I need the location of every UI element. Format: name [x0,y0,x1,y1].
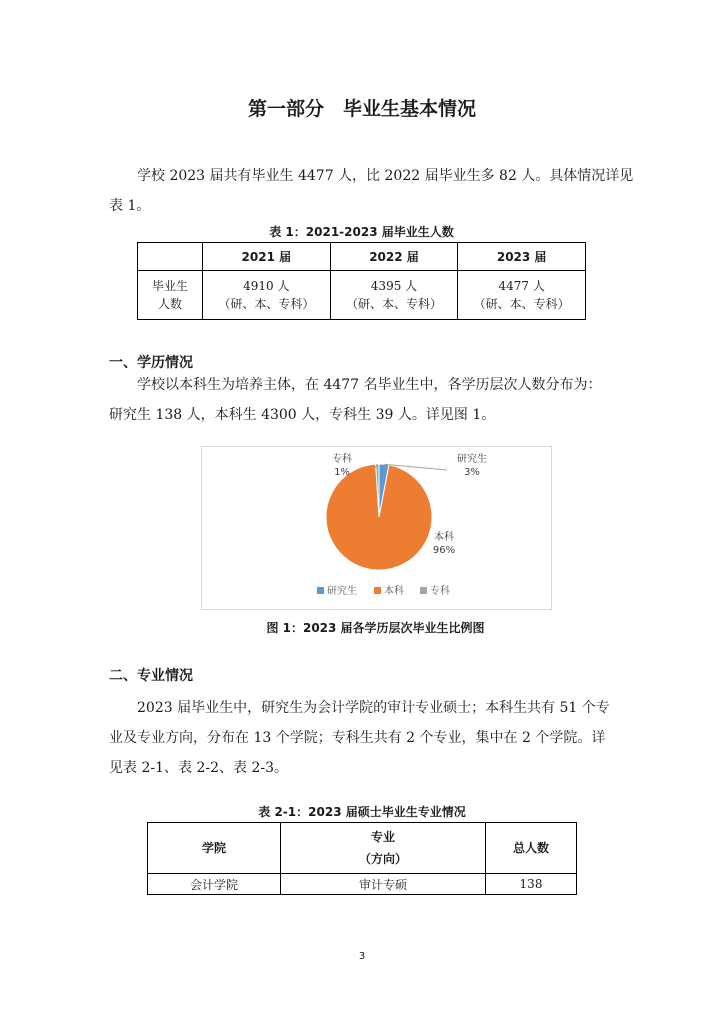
cell-count: 4910 人 [243,279,290,293]
table-row [138,271,586,320]
table-header-2023: 2023 届 [458,243,586,271]
legend-label-2: 专科 [430,586,450,597]
row-label-line-1: 毕业生 [151,279,188,293]
table1-caption: 表 1：2021-2023 届毕业生人数 [269,225,454,239]
section2-line-1: 2023 届毕业生中，研究生为会计学院的审计专业硕士；本科生共有 51 个专 [137,700,610,716]
intro-paragraph [109,161,634,221]
table2-1-caption: 表 2-1：2023 届硕士毕业生专业情况 [258,805,466,819]
cell-note: （研、本、专科） [345,297,442,311]
cell-count: 4395 人 [370,279,418,293]
cell-major: 审计专硕 [281,874,486,895]
table-header-empty [138,243,203,271]
legend-swatch-2 [420,587,427,594]
slice-label-name-2: 专科 [332,454,352,465]
table-header-2022: 2022 届 [330,243,458,271]
pie-chart-svg [202,447,551,609]
table-cell-2021 [203,271,331,320]
legend-swatch-1 [374,587,381,594]
section2-paragraph [109,693,610,783]
legend-label-0: 研究生 [327,586,357,597]
cell-note: （研、本、专科） [218,297,315,311]
graduates-count-table [137,242,586,320]
slice-label-percent-0: 3% [464,467,480,478]
section1-paragraph [109,370,602,430]
header-major-line-2: （方向） [358,852,407,866]
table-header-major [281,823,486,874]
table-header-2021: 2021 届 [203,243,331,271]
cell-college: 会计学院 [148,874,281,895]
table-cell-2023 [458,271,586,320]
intro-line-1: 学校 2023 届共有毕业生 4477 人，比 2022 届毕业生多 82 人。具体情况详见 [137,168,634,184]
table-cell-2022 [330,271,458,320]
slice-label-name-1: 本科 [434,532,454,543]
table-header-college: 学院 [148,823,281,874]
cell-total: 138 [486,874,577,895]
section1-heading: 一、学历情况 [109,355,193,371]
master-majors-table [147,822,577,895]
slice-label-percent-2: 1% [334,467,350,478]
page-number: 3 [358,951,366,962]
slice-label-name-0: 研究生 [457,454,487,465]
row-label-line-2: 人数 [157,297,182,311]
section2-line-3: 见表 2-1、表 2-2、表 2-3。 [109,760,288,776]
page-title: 第一部分 毕业生基本情况 [247,98,476,120]
table-row [148,874,577,895]
legend-label-1: 本科 [384,586,404,597]
row-label-cell [138,271,203,320]
slice-label-percent-1: 96% [432,545,456,556]
education-pie-chart [201,446,552,610]
cell-count: 4477 人 [498,279,545,293]
header-major-line-1: 专业 [370,830,395,844]
table-header-total: 总人数 [486,823,577,874]
figure1-caption: 图 1：2023 届各学历层次毕业生比例图 [266,621,485,635]
legend-swatch-0 [317,587,324,594]
section1-line-2: 研究生 138 人，本科生 4300 人，专科生 39 人。详见图 1。 [109,407,496,423]
cell-note: （研、本、专科） [473,297,570,311]
section2-line-2: 业及专业方向，分布在 13 个学院；专科生共有 2 个专业，集中在 2 个学院。详 [109,730,606,746]
table-header-row [148,823,577,874]
intro-line-2: 表 1。 [109,198,151,214]
section2-heading: 二、专业情况 [109,668,193,684]
table-header-row [138,243,586,271]
section1-line-1: 学校以本科生为培养主体，在 4477 名毕业生中，各学历层次人数分布为： [137,377,602,393]
